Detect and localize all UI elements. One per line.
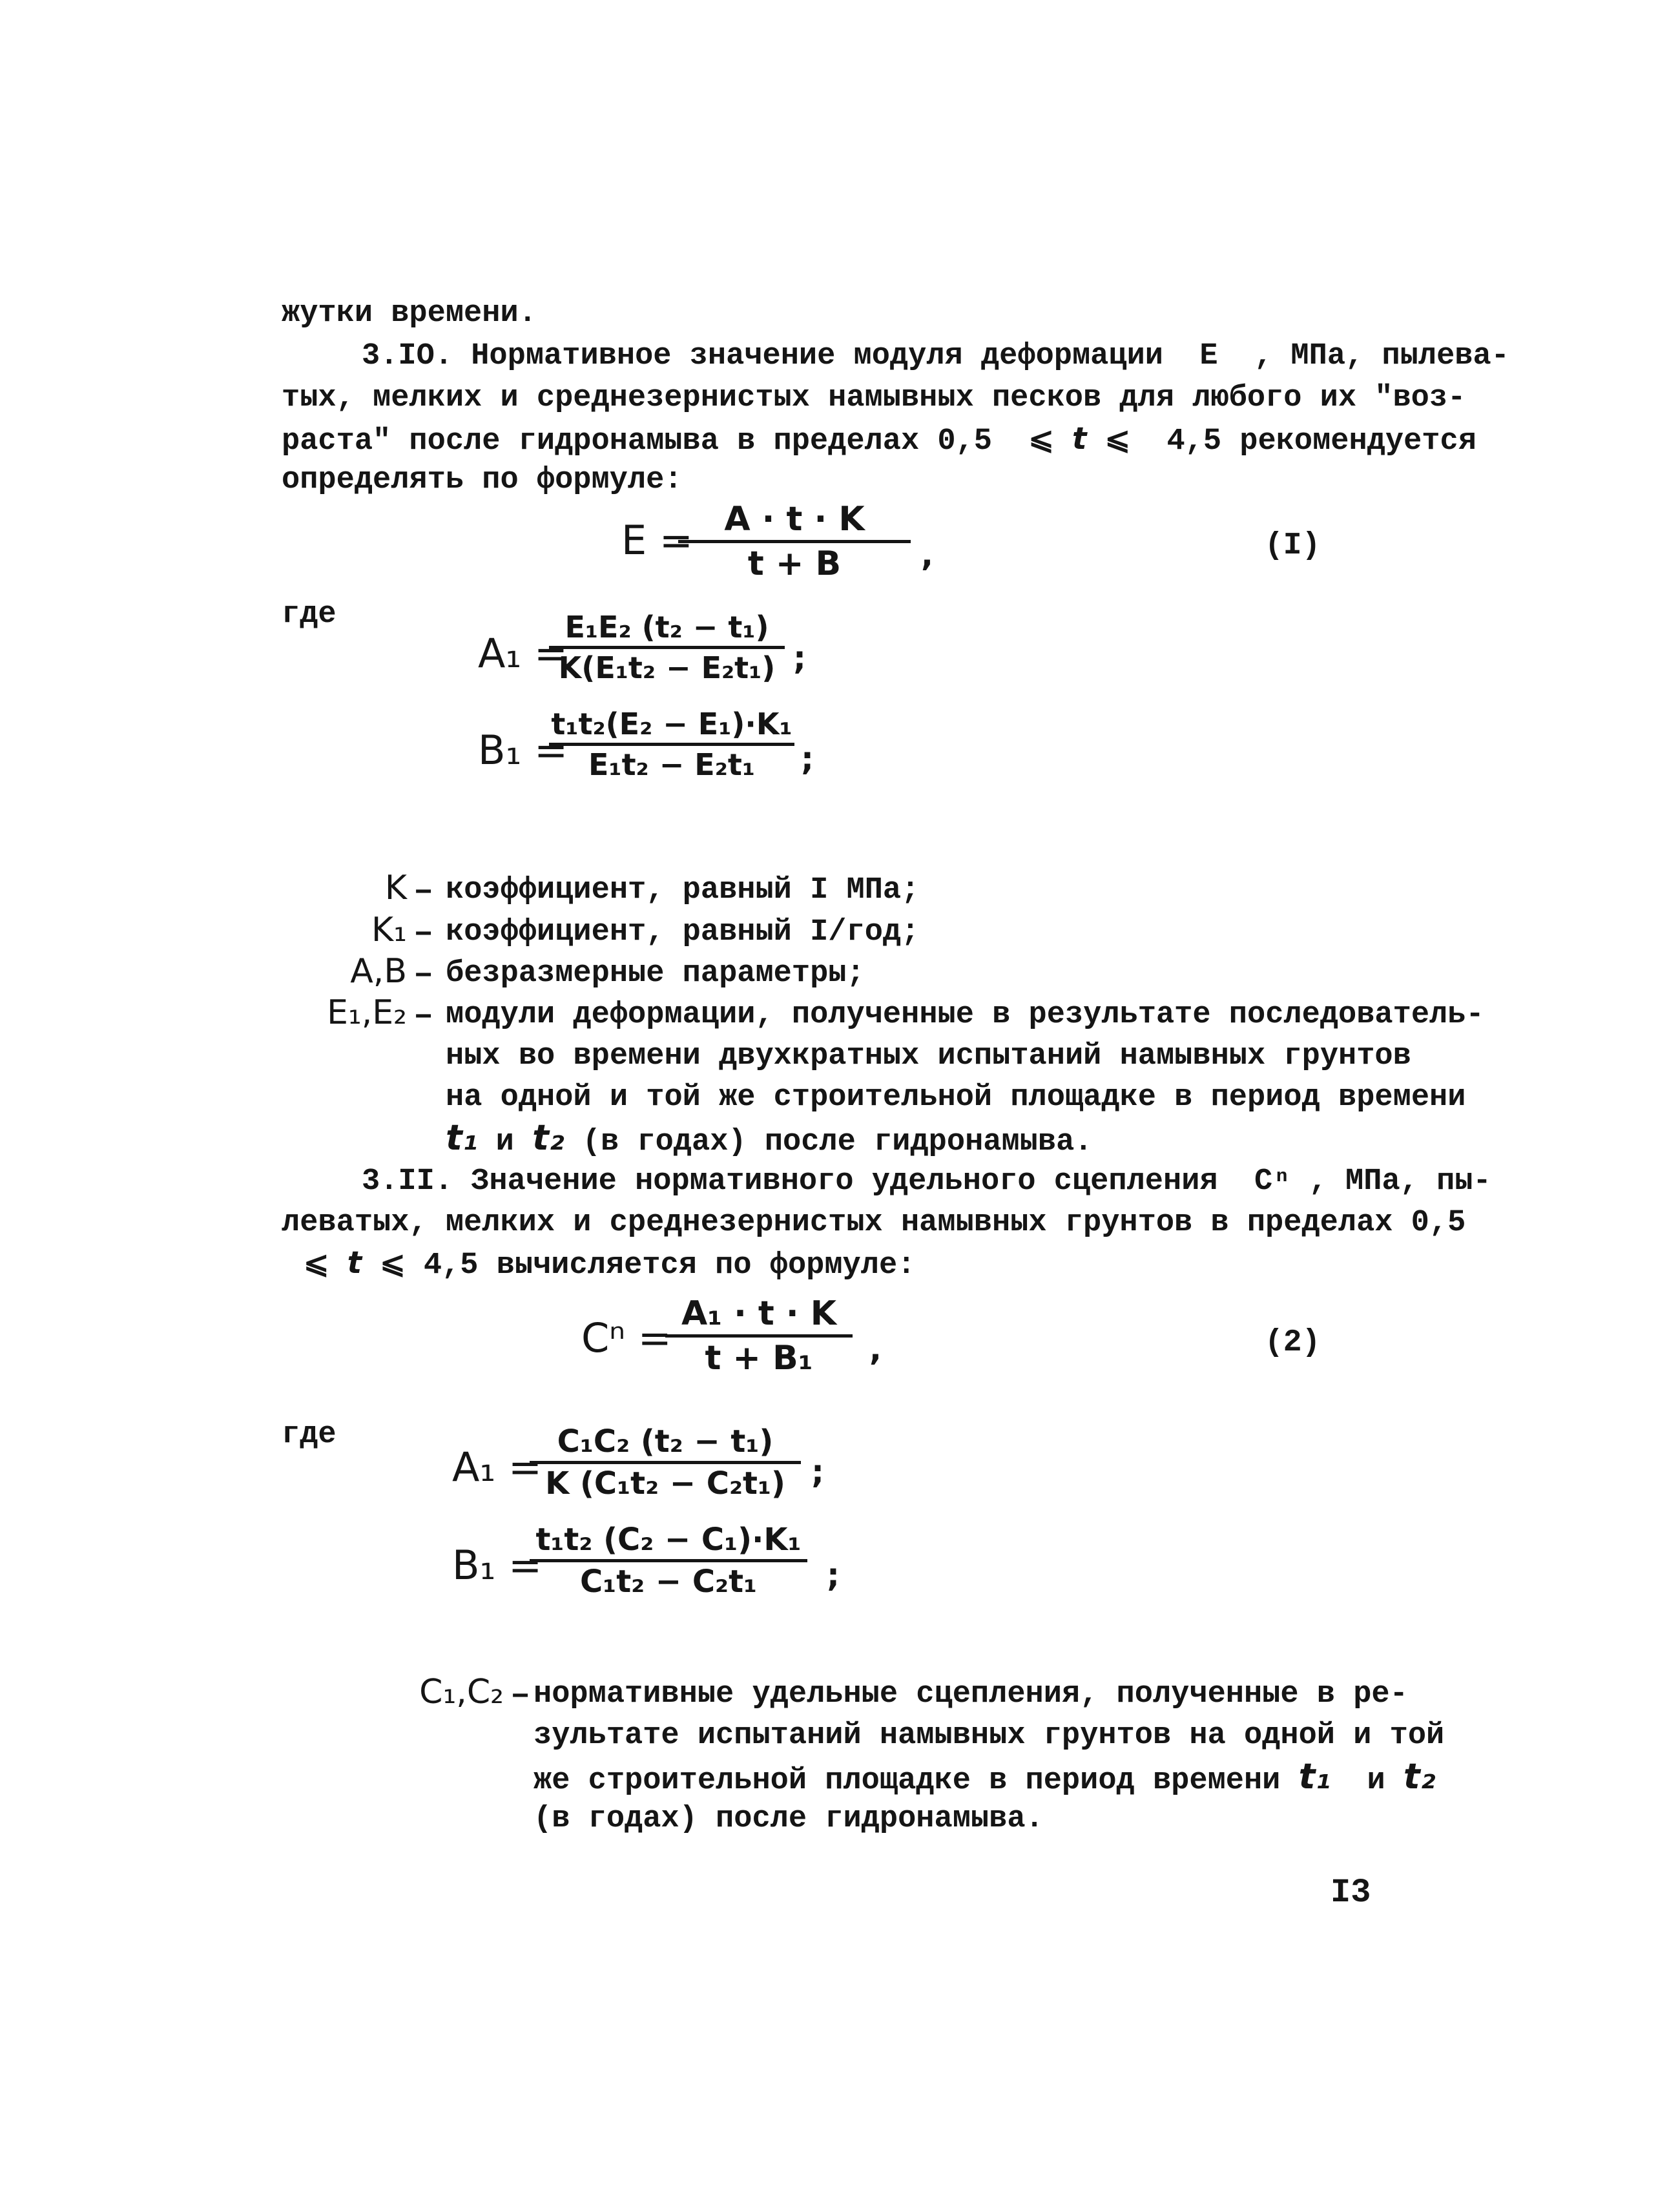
text-line: жутки времени. — [282, 296, 537, 331]
formula-a2-numerator: C₁C₂ (t₂ − t₁) — [557, 1423, 774, 1460]
variable-t2: t₂ — [1403, 1756, 1436, 1797]
formula-1-numerator: A · t · K — [724, 500, 865, 539]
fraction-bar — [549, 743, 794, 746]
definition-continuation — [446, 1117, 1093, 1159]
definition-text: модули деформации, полученные в результате последователь- — [446, 998, 1484, 1032]
definition-text: коэффициент, равный I/год; — [446, 915, 920, 949]
formula-b1-denominator: E₁t₂ − E₂t₁ — [588, 747, 755, 782]
formula-2-comma: , — [869, 1330, 882, 1368]
text-run: раста" после гидронамыва в пределах 0,5 ⩽ — [282, 424, 1072, 459]
variable-t1: t₁ — [446, 1117, 478, 1158]
definition-dash: – — [413, 872, 434, 910]
formula-b1-lhs: B₁ = — [478, 727, 568, 774]
fraction-bar — [665, 1334, 853, 1338]
formula-2-numerator: A₁ · t · K — [681, 1294, 837, 1333]
text-run: же строительной площадке в период времени — [533, 1764, 1299, 1798]
formula-b1-semicolon: ; — [801, 740, 814, 778]
section-3-10-line-4: определять по формуле: — [282, 463, 683, 497]
definition-dash: – — [510, 1676, 531, 1714]
formula-a2-semicolon: ; — [811, 1453, 824, 1491]
formula-1-comma: , — [921, 536, 933, 574]
section-3-10-line-2: тых, мелких и среднезернистых намывных песков для любого их "воз- — [282, 381, 1466, 415]
definition-text: безразмерные параметры; — [446, 956, 865, 991]
text-run: ⩽ 4,5 рекомендуется — [1086, 424, 1476, 459]
formula-a2-denominator: K (C₁t₂ − C₂t₁) — [545, 1465, 785, 1502]
definition-dash: – — [413, 955, 434, 993]
fraction-bar — [530, 1461, 801, 1464]
definition-text: зультате испытаний намывных грунтов на одной и той — [533, 1719, 1445, 1753]
section-3-11-line-1: 3.II. Значение нормативного удельного сцепления Cⁿ , МПа, пы- — [362, 1164, 1491, 1199]
text-run: ⩽ — [304, 1248, 347, 1283]
where-label: где — [282, 597, 337, 632]
formula-2-fraction — [665, 1294, 853, 1378]
formula-a1-lhs: A₁ = — [478, 630, 568, 677]
definition-symbol: K₁ — [371, 911, 407, 949]
definition-continuation: ных во времени двухкратных испытаний намывных грунтов — [446, 1039, 1411, 1073]
variable-t: t — [1072, 421, 1087, 457]
formula-a2-lhs: A₁ = — [452, 1443, 542, 1491]
formula-b2-fraction — [530, 1522, 807, 1600]
formula-1-fraction — [678, 502, 911, 581]
formula-a2-fraction — [530, 1423, 801, 1502]
formula-a1-numerator: E₁E₂ (t₂ − t₁) — [565, 610, 769, 645]
variable-t: t — [347, 1245, 362, 1281]
formula-a1-semicolon: ; — [793, 639, 806, 677]
fraction-bar — [530, 1559, 807, 1562]
where-label: где — [282, 1418, 337, 1452]
definition-dash: – — [413, 997, 434, 1035]
fraction-bar — [678, 540, 911, 543]
variable-t2: t₂ — [532, 1117, 565, 1158]
formula-2-denominator: t + B₁ — [705, 1339, 813, 1378]
definition-continuation: на одной и той же строительной площадке в период времени — [446, 1080, 1466, 1115]
definition-symbol: C₁,C₂ — [419, 1673, 504, 1711]
formula-b2-lhs: B₁ = — [452, 1542, 543, 1589]
section-3-10-line-3 — [282, 421, 1476, 459]
section-3-11-line-3 — [304, 1245, 916, 1283]
formula-b2-numerator: t₁t₂ (C₂ − C₁)·K₁ — [535, 1522, 802, 1558]
text-run: и — [1331, 1764, 1404, 1798]
variable-t1: t₁ — [1298, 1756, 1331, 1797]
formula-b1-numerator: t₁t₂(E₂ − E₁)·K₁ — [551, 707, 792, 741]
formula-2-lhs: Cⁿ = — [581, 1314, 672, 1361]
definition-symbol: A,B — [350, 952, 407, 991]
formula-a1-fraction — [549, 612, 785, 683]
definition-text — [533, 1756, 1436, 1798]
definition-text: коэффициент, равный I МПа; — [446, 873, 920, 907]
definition-text: (в годах) после гидронамыва. — [533, 1802, 1044, 1836]
formula-b2-denominator: C₁t₂ − C₂t₁ — [579, 1564, 758, 1600]
fraction-bar — [549, 646, 785, 649]
text-run: (в годах) после гидронамыва. — [564, 1125, 1093, 1159]
section-3-11-line-2: леватых, мелких и среднезернистых намывных грунтов в пределах 0,5 — [282, 1206, 1466, 1240]
definition-text: нормативные удельные сцепления, полученные в ре- — [533, 1677, 1408, 1711]
section-3-10-line-1: 3.IO. Нормативное значение модуля деформации E , МПа, пылева- — [362, 339, 1509, 373]
definition-symbol: K — [384, 869, 407, 907]
formula-b1-fraction — [549, 709, 794, 780]
text-run: и — [477, 1125, 533, 1159]
definition-dash: – — [413, 914, 434, 952]
formula-1-lhs: E = — [621, 517, 693, 564]
formula-a1-denominator: K(E₁t₂ − E₂t₁) — [558, 650, 776, 685]
formula-b2-semicolon: ; — [827, 1556, 840, 1594]
formula-1-denominator: t + B — [747, 544, 842, 583]
definition-symbol: E₁,E₂ — [327, 993, 407, 1032]
formula-2-number: (2) — [1265, 1325, 1321, 1360]
formula-1-number: (I) — [1265, 528, 1321, 563]
page-number: I3 — [1331, 1874, 1371, 1912]
text-run: ⩽ 4,5 вычисляется по формуле: — [362, 1248, 916, 1283]
